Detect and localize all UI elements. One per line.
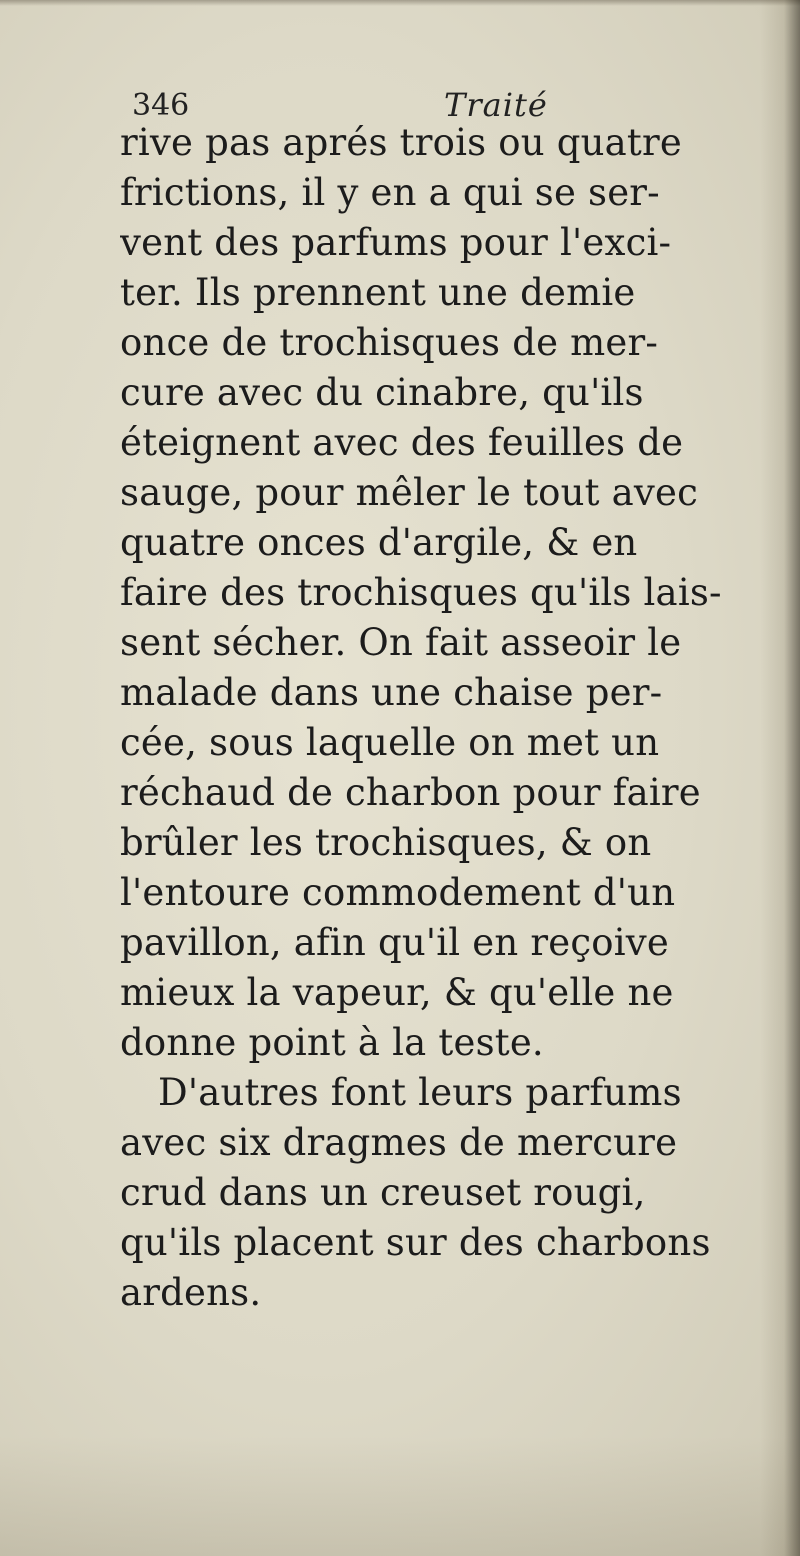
text-line: ter. Ils prennent une demie — [120, 271, 636, 314]
page-number: 346 — [132, 88, 190, 123]
text-line: pavillon, afin qu'il en reçoive — [120, 921, 669, 964]
text-line: once de trochisques de mer- — [120, 321, 659, 364]
text-line: mieux la vapeur, & qu'elle ne — [120, 971, 674, 1014]
text-line-paragraph-start: D'autres font leurs parfums — [158, 1071, 682, 1114]
text-line: donne point à la teste. — [120, 1021, 544, 1064]
text-line: rive pas aprés trois ou quatre — [120, 121, 682, 164]
text-line: cure avec du cinabre, qu'ils — [120, 371, 644, 414]
page-top-edge — [0, 0, 800, 6]
text-line: malade dans une chaise per- — [120, 671, 663, 714]
text-line: crud dans un creuset rougi, — [120, 1171, 646, 1214]
text-line: cée, sous laquelle on met un — [120, 721, 660, 764]
body-text — [120, 118, 770, 1318]
text-line: quatre onces d'argile, & en — [120, 521, 638, 564]
text-line: éteignent avec des feuilles de — [120, 421, 684, 464]
text-line: vent des parfums pour l'exci- — [120, 221, 672, 264]
page-bottom-shade — [0, 1436, 800, 1556]
text-line: sent sécher. On fait asseoir le — [120, 621, 682, 664]
running-title: Traité — [444, 86, 548, 124]
text-line: brûler les trochisques, & on — [120, 821, 652, 864]
text-line: frictions, il y en a qui se ser- — [120, 171, 660, 214]
text-line: avec six dragmes de mercure — [120, 1121, 678, 1164]
text-line: l'entoure commodement d'un — [120, 871, 676, 914]
text-line: qu'ils placent sur des charbons — [120, 1221, 711, 1264]
text-line: faire des trochisques qu'ils lais- — [120, 571, 722, 614]
text-line: réchaud de charbon pour faire — [120, 771, 701, 814]
text-line: sauge, pour mêler le tout avec — [120, 471, 699, 514]
text-line: ardens. — [120, 1271, 262, 1314]
